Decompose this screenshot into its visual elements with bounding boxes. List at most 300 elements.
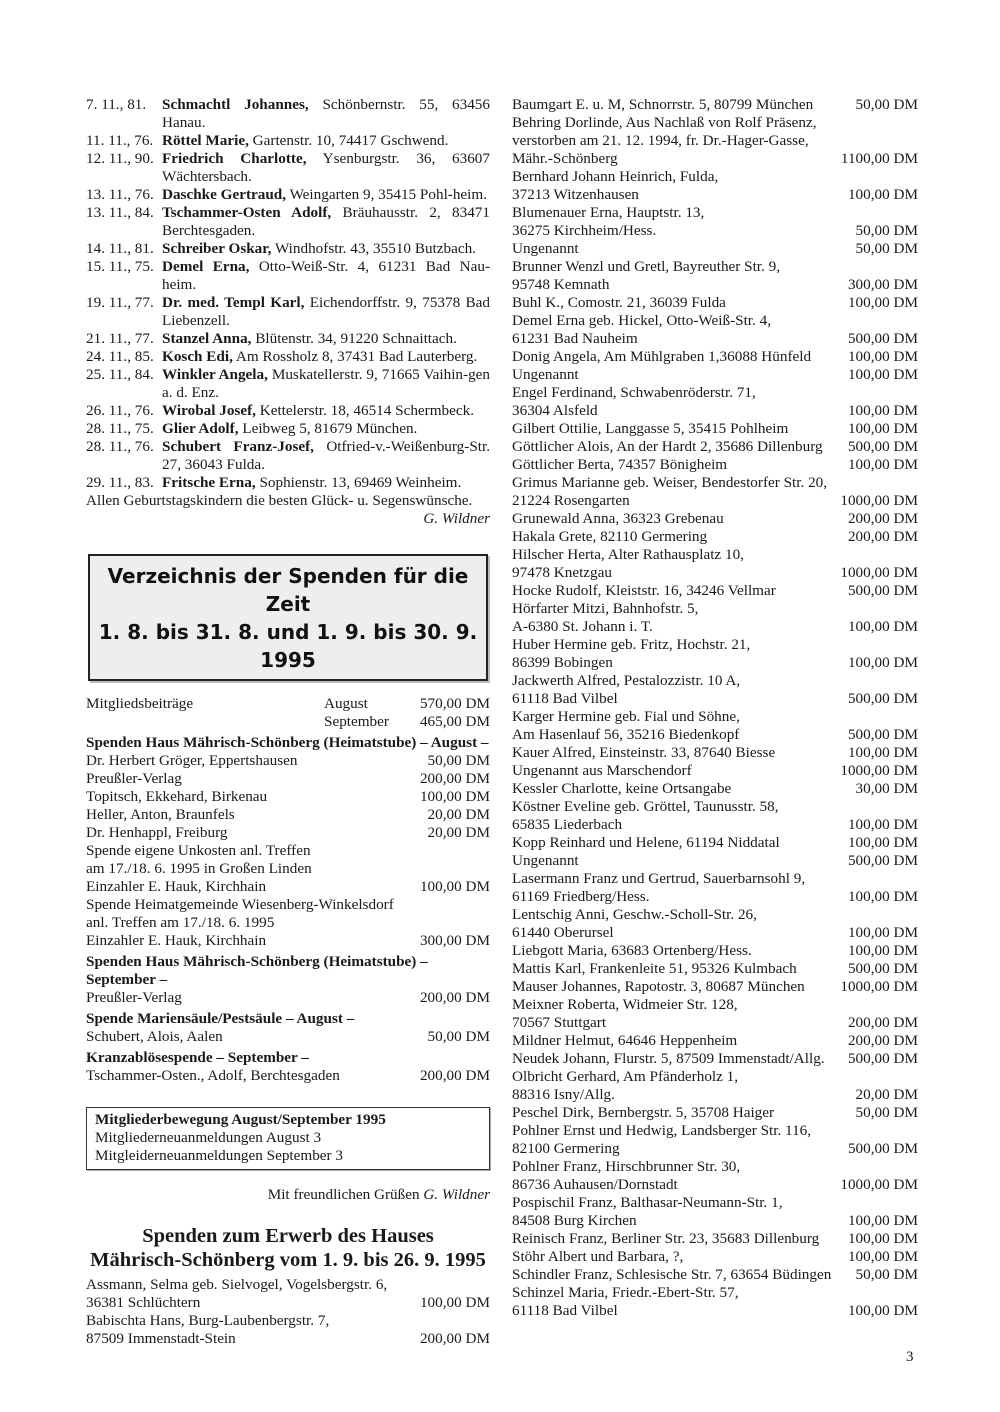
birthday-address: Kettelerstr. 18, 46514 Schermbeck. — [259, 402, 475, 419]
donation-amount: 500,00 DM — [847, 582, 918, 599]
donation-line — [512, 690, 918, 708]
donation-line — [86, 1330, 490, 1348]
donation-amount: 100,00 DM — [847, 366, 918, 383]
donation-amount: 1000,00 DM — [840, 564, 918, 581]
donation-line — [512, 348, 918, 366]
donor-text: Pospischil Franz, Balthasar-Neumann-Str. 1, — [512, 1194, 783, 1211]
donation-line — [512, 402, 918, 420]
birthday-text — [162, 204, 490, 240]
fee-row — [86, 713, 490, 731]
donation-line — [512, 870, 918, 888]
donation-line — [86, 806, 490, 824]
birthday-date: 29. 11., 83. — [86, 474, 154, 491]
donation-amount: 100,00 DM — [847, 1230, 918, 1247]
birthday-text — [162, 150, 490, 186]
birthday-entry — [86, 240, 490, 258]
donation-line — [512, 1068, 918, 1086]
donor-text: 86736 Auhausen/Dornstadt — [512, 1176, 678, 1193]
donation-line — [512, 366, 918, 384]
fee-amount: 465,00 DM — [419, 713, 490, 730]
birthday-name: Fritsche Erna, — [162, 474, 256, 491]
donation-amount: 200,00 DM — [419, 1067, 490, 1084]
donation-line — [512, 474, 918, 492]
donor-text: Grimus Marianne geb. Weiser, Bendestorfer Str. 20, — [512, 474, 828, 491]
section-heading: Kranzablösespende – September – — [86, 1049, 309, 1066]
donor-text: Topitsch, Ekkehard, Birkenau — [86, 788, 268, 805]
donor-text: Behring Dorlinde, Aus Nachlaß von Rolf Präsenz, — [512, 114, 817, 131]
donor-text: Am Hasenlauf 56, 35216 Biedenkopf — [512, 726, 740, 743]
donation-line — [512, 834, 918, 852]
donation-line — [512, 654, 918, 672]
donation-line — [86, 932, 490, 950]
donor-text: Demel Erna geb. Hickel, Otto-Weiß-Str. 4, — [512, 312, 772, 329]
donation-line — [512, 600, 918, 618]
birthday-text — [162, 258, 490, 294]
donation-line — [512, 708, 918, 726]
donation-line — [512, 564, 918, 582]
donor-text: Köstner Eveline geb. Gröttel, Taunusstr. 58, — [512, 798, 779, 815]
donor-text: Hocke Rudolf, Kleiststr. 16, 34246 Vellmar — [512, 582, 776, 599]
donor-text: Lasermann Franz und Gertrud, Sauerbarnsohl 9, — [512, 870, 806, 887]
donation-amount: 300,00 DM — [847, 276, 918, 293]
donor-text: Hilscher Herta, Alter Rathausplatz 10, — [512, 546, 744, 563]
donor-text: Einzahler E. Hauk, Kirchhain — [86, 878, 267, 895]
donation-amount: 50,00 DM — [427, 1028, 490, 1045]
birthday-name: Schubert Franz-Josef, — [162, 438, 314, 455]
donor-text: Dr. Herbert Gröger, Eppertshausen — [86, 752, 298, 769]
donor-text: Donig Angela, Am Mühlgraben 1,36088 Hünfeld — [512, 348, 812, 365]
birthday-entry — [86, 420, 490, 438]
donor-text: Blumenauer Erna, Hauptstr. 13, — [512, 204, 705, 221]
donation-line — [512, 438, 918, 456]
section-heading: Spende Mariensäule/Pestsäule – August – — [86, 1010, 355, 1027]
donor-text: Brunner Wenzl und Gretl, Bayreuther Str. 9, — [512, 258, 781, 275]
donation-amount: 200,00 DM — [847, 1032, 918, 1049]
donor-text: 36304 Alsfeld — [512, 402, 598, 419]
birthday-text — [162, 330, 490, 348]
donor-text: Bernhard Johann Heinrich, Fulda, — [512, 168, 719, 185]
fee-month: August — [324, 695, 368, 712]
donation-line — [512, 258, 918, 276]
donor-text: 88316 Isny/Allg. — [512, 1086, 615, 1103]
donation-line — [86, 1276, 490, 1294]
birthday-address: Bräuhausstr. 2, 83471 Berchtesgaden. — [162, 204, 490, 239]
birthday-date: 28. 11., 76. — [86, 438, 154, 455]
donation-line — [512, 1050, 918, 1068]
donor-text: 84508 Burg Kirchen — [512, 1212, 637, 1229]
birthday-date: 21. 11., 77. — [86, 330, 154, 347]
donation-amount: 200,00 DM — [419, 1330, 490, 1347]
donor-text: 61118 Bad Vilbel — [512, 1302, 618, 1319]
birthday-address: Windhofstr. 43, 35510 Butzbach. — [274, 240, 476, 257]
donation-amount: 1100,00 DM — [840, 150, 918, 167]
donation-amount: 500,00 DM — [847, 726, 918, 743]
birthday-entry — [86, 366, 490, 402]
donor-text: 86399 Bobingen — [512, 654, 613, 671]
membership-movement-box — [86, 1107, 490, 1170]
donation-amount: 100,00 DM — [847, 186, 918, 203]
donation-line — [86, 914, 490, 932]
donor-text: A-6380 St. Johann i. T. — [512, 618, 653, 635]
donation-line — [512, 1230, 918, 1248]
membership-movement-line: Mitgleiderneuanmeldungen September 3 — [95, 1147, 343, 1164]
donation-line — [512, 1302, 918, 1320]
birthday-address: Ysenburgstr. 36, 63607 Wächtersbach. — [162, 150, 490, 185]
donation-amount: 100,00 DM — [847, 618, 918, 635]
birthday-date: 7. 11., 81. — [86, 96, 147, 113]
donation-amount: 100,00 DM — [847, 1302, 918, 1319]
donation-amount: 20,00 DM — [855, 1086, 918, 1103]
donor-text: Peschel Dirk, Bernbergstr. 5, 35708 Haiger — [512, 1104, 775, 1121]
donation-amount: 500,00 DM — [847, 330, 918, 347]
donor-text: Hakala Grete, 82110 Germering — [512, 528, 708, 545]
house-purchase-title-line1: Spenden zum Erwerb des Hauses — [142, 1225, 434, 1247]
donation-amount: 500,00 DM — [847, 438, 918, 455]
donation-amount: 50,00 DM — [855, 96, 918, 113]
donation-line — [512, 1194, 918, 1212]
birthday-text — [162, 438, 490, 474]
page-number: 3 — [906, 1349, 914, 1365]
donation-line — [512, 780, 918, 798]
donor-text: am 17./18. 6. 1995 in Großen Linden — [86, 860, 312, 877]
donation-amount: 100,00 DM — [847, 1212, 918, 1229]
donation-line — [512, 798, 918, 816]
donation-amount: 1000,00 DM — [840, 978, 918, 995]
donations-title-box — [88, 554, 488, 681]
birthday-address: Muskatellerstr. 9, 71665 Vaihin-gen a. d. Enz. — [162, 366, 490, 401]
birthday-date: 15. 11., 75. — [86, 258, 154, 275]
birthday-text — [162, 474, 490, 492]
donation-amount: 100,00 DM — [847, 924, 918, 941]
birthday-name: Glier Adolf, — [162, 420, 239, 437]
donation-line — [512, 906, 918, 924]
donor-text: Heller, Anton, Braunfels — [86, 806, 235, 823]
donation-amount: 200,00 DM — [847, 1014, 918, 1031]
birthday-text — [162, 96, 490, 132]
donor-text: Ungenannt — [512, 366, 579, 383]
donation-line — [86, 1028, 490, 1046]
donation-line — [86, 1067, 490, 1085]
donations-title-line2: 1. 8. bis 31. 8. und 1. 9. bis 30. 9. 1995 — [98, 620, 478, 672]
birthday-text — [162, 240, 490, 258]
greeting-text: Mit freundlichen Grüßen — [267, 1186, 420, 1203]
donation-amount: 200,00 DM — [419, 989, 490, 1006]
left-column — [86, 96, 490, 1348]
birthday-address: Blütenstr. 34, 91220 Schnaittach. — [255, 330, 457, 347]
donor-text: Ungenannt — [512, 852, 579, 869]
donor-text: Assmann, Selma geb. Sielvogel, Vogelsbergstr. 6, — [86, 1276, 388, 1293]
birthday-date: 14. 11., 81. — [86, 240, 154, 257]
birthday-text — [162, 366, 490, 402]
donation-line — [512, 384, 918, 402]
birthday-address: Gartenstr. 10, 74417 Gschwend. — [252, 132, 449, 149]
donation-amount: 500,00 DM — [847, 1050, 918, 1067]
donation-amount: 100,00 DM — [847, 942, 918, 959]
donation-line — [512, 762, 918, 780]
donor-text: Mattis Karl, Frankenleite 51, 95326 Kulmbach — [512, 960, 797, 977]
donation-amount: 50,00 DM — [855, 240, 918, 257]
birthday-entry — [86, 348, 490, 366]
donor-text: 65835 Liederbach — [512, 816, 623, 833]
donation-line — [512, 96, 918, 114]
donation-line — [512, 888, 918, 906]
donation-line — [86, 1312, 490, 1330]
donor-text: 36275 Kirchheim/Hess. — [512, 222, 657, 239]
donation-amount: 500,00 DM — [847, 690, 918, 707]
donor-text: Stöhr Albert und Barbara, ?, — [512, 1248, 684, 1265]
donor-text: Kauer Alfred, Einsteinstr. 33, 87640 Biesse — [512, 744, 776, 761]
birthday-text — [162, 294, 490, 330]
birthday-date: 26. 11., 76. — [86, 402, 154, 419]
donor-text: Göttlicher Alois, An der Hardt 2, 35686 Dillenburg — [512, 438, 823, 455]
right-column — [512, 96, 918, 1320]
donor-text: 61169 Friedberg/Hess. — [512, 888, 650, 905]
donation-amount: 50,00 DM — [427, 752, 490, 769]
donation-sections — [86, 734, 490, 1085]
donation-line — [512, 294, 918, 312]
donation-section — [86, 1049, 490, 1085]
donation-amount: 100,00 DM — [847, 816, 918, 833]
donation-line — [512, 1284, 918, 1302]
donation-line — [512, 1122, 918, 1140]
birthday-date: 28. 11., 75. — [86, 420, 154, 437]
donor-text: Göttlicher Berta, 74357 Bönigheim — [512, 456, 728, 473]
birthday-entry — [86, 330, 490, 348]
donation-line — [512, 942, 918, 960]
donation-line — [512, 924, 918, 942]
birthday-date: 13. 11., 84. — [86, 204, 154, 221]
donation-line — [512, 240, 918, 258]
donation-section — [86, 734, 490, 950]
donation-line — [512, 168, 918, 186]
birthday-date: 25. 11., 84. — [86, 366, 154, 383]
donor-text: Grunewald Anna, 36323 Grebenau — [512, 510, 724, 527]
donor-text: Mähr.-Schönberg — [512, 150, 618, 167]
birthday-name: Wirobal Josef, — [162, 402, 256, 419]
birthday-address: Otfried-v.-Weißenburg-Str. 27, 36043 Fulda. — [162, 438, 490, 473]
birthday-list — [86, 96, 490, 492]
donor-text: Jackwerth Alfred, Pestalozzistr. 10 A, — [512, 672, 741, 689]
donor-text: Schindler Franz, Schlesische Str. 7, 63654 Büdingen — [512, 1266, 832, 1283]
donation-line — [512, 978, 918, 996]
donation-line — [512, 582, 918, 600]
donor-text: Karger Hermine geb. Fial und Söhne, — [512, 708, 740, 725]
donor-text: Einzahler E. Hauk, Kirchhain — [86, 932, 267, 949]
donation-amount: 50,00 DM — [855, 222, 918, 239]
birthday-entry — [86, 438, 490, 474]
donation-amount: 200,00 DM — [847, 510, 918, 527]
birthday-name: Daschke Gertraud, — [162, 186, 287, 203]
donation-amount: 100,00 DM — [847, 654, 918, 671]
donor-text: Spende eigene Unkosten anl. Treffen — [86, 842, 311, 859]
birthday-text — [162, 420, 490, 438]
membership-movement-line: Mitgliederneuanmeldungen August 3 — [95, 1129, 322, 1146]
birthday-text — [162, 402, 490, 420]
donation-section — [86, 953, 490, 1007]
fee-month: September — [324, 713, 389, 730]
donor-text: 37213 Witzenhausen — [512, 186, 639, 203]
donor-text: Ungenannt — [512, 240, 579, 257]
donation-line — [512, 1158, 918, 1176]
donation-amount: 100,00 DM — [847, 420, 918, 437]
donor-text: Neudek Johann, Flurstr. 5, 87509 Immenstadt/Allg. — [512, 1050, 825, 1067]
birthday-date: 12. 11., 90. — [86, 150, 154, 167]
donation-amount: 500,00 DM — [847, 852, 918, 869]
donor-text: Lentschig Anni, Geschw.-Scholl-Str. 26, — [512, 906, 757, 923]
donation-line — [512, 276, 918, 294]
donor-text: 97478 Knetzgau — [512, 564, 612, 581]
birthday-name: Röttel Marie, — [162, 132, 249, 149]
donation-amount: 100,00 DM — [419, 878, 490, 895]
donation-line — [512, 1086, 918, 1104]
donor-text: Mildner Helmut, 64646 Heppenheim — [512, 1032, 738, 1049]
membership-fees — [86, 695, 490, 731]
birthday-entry — [86, 150, 490, 186]
donation-amount: 200,00 DM — [847, 528, 918, 545]
house-purchase-list-right — [512, 96, 918, 1320]
donor-text: anl. Treffen am 17./18. 6. 1995 — [86, 914, 275, 931]
donation-amount: 100,00 DM — [419, 1294, 490, 1311]
donor-text: Kessler Charlotte, keine Ortsangabe — [512, 780, 732, 797]
birthday-name: Tschammer-Osten Adolf, — [162, 204, 332, 221]
donation-line — [512, 312, 918, 330]
donation-line — [512, 420, 918, 438]
birthday-name: Schmachtl Johannes, — [162, 96, 309, 113]
donor-text: Schubert, Alois, Aalen — [86, 1028, 223, 1045]
donations-title-line1: Verzeichnis der Spenden für die Zeit — [107, 564, 469, 616]
donor-text: 82100 Germering — [512, 1140, 620, 1157]
donation-line — [512, 960, 918, 978]
house-purchase-title-line2: Mährisch-Schönberg vom 1. 9. bis 26. 9. 1995 — [90, 1249, 486, 1271]
donation-line — [512, 1248, 918, 1266]
fees-label: Mitgliedsbeiträge — [86, 695, 194, 712]
section-heading: Spenden Haus Mährisch-Schönberg (Heimatstube) – August – — [86, 734, 489, 751]
birthday-address: Schönbernstr. 55, 63456 Hanau. — [162, 96, 490, 131]
birthday-date: 24. 11., 85. — [86, 348, 154, 365]
donor-text: Huber Hermine geb. Fritz, Hochstr. 21, — [512, 636, 751, 653]
birthday-entry — [86, 402, 490, 420]
donation-line — [512, 1176, 918, 1194]
donation-amount: 100,00 DM — [847, 402, 918, 419]
section-heading: Spenden Haus Mährisch-Schönberg (Heimatstube) – September – — [86, 953, 428, 988]
donation-line — [86, 896, 490, 914]
donation-line — [512, 1266, 918, 1284]
birthday-entry — [86, 204, 490, 240]
donation-line — [86, 989, 490, 1007]
donation-line — [512, 618, 918, 636]
birthday-address: Sophienstr. 13, 69469 Weinheim. — [259, 474, 462, 491]
donation-amount: 100,00 DM — [847, 294, 918, 311]
donation-amount: 100,00 DM — [847, 744, 918, 761]
greeting — [86, 1186, 490, 1204]
donation-line — [512, 546, 918, 564]
donation-line — [86, 878, 490, 896]
donor-text: Liebgott Maria, 63683 Ortenberg/Hess. — [512, 942, 752, 959]
donation-line — [512, 150, 918, 168]
donation-line — [512, 1032, 918, 1050]
donor-text: Olbricht Gerhard, Am Pfänderholz 1, — [512, 1068, 739, 1085]
donation-amount: 100,00 DM — [419, 788, 490, 805]
donor-text: Mauser Johannes, Rapotostr. 3, 80687 München — [512, 978, 805, 995]
birthday-closing: Allen Geburtstagskindern die besten Glück- u. Segenswünsche. — [86, 492, 473, 509]
donation-line — [512, 114, 918, 132]
donor-text: Schinzel Maria, Friedr.-Ebert-Str. 57, — [512, 1284, 739, 1301]
birthday-entry — [86, 474, 490, 492]
donor-text: Babischta Hans, Burg-Laubenbergstr. 7, — [86, 1312, 330, 1329]
donor-text: 70567 Stuttgart — [512, 1014, 607, 1031]
donor-text: Tschammer-Osten., Adolf, Berchtesgaden — [86, 1067, 340, 1084]
birthday-name: Kosch Edi, — [162, 348, 233, 365]
donation-amount: 50,00 DM — [855, 1266, 918, 1283]
donation-amount: 100,00 DM — [847, 834, 918, 851]
donation-line — [512, 456, 918, 474]
donor-text: 87509 Immenstadt-Stein — [86, 1330, 236, 1347]
birthday-entry — [86, 258, 490, 294]
donation-line — [512, 204, 918, 222]
birthday-name: Dr. med. Templ Karl, — [162, 294, 305, 311]
donation-amount: 300,00 DM — [419, 932, 490, 949]
donation-line — [512, 510, 918, 528]
donor-text: Engel Ferdinand, Schwabenröderstr. 71, — [512, 384, 756, 401]
donation-line — [512, 222, 918, 240]
birthday-name: Friedrich Charlotte, — [162, 150, 307, 167]
donation-line — [86, 770, 490, 788]
donor-text: Preußler-Verlag — [86, 770, 182, 787]
donor-text: Pohlner Ernst und Hedwig, Landsberger Str. 116, — [512, 1122, 812, 1139]
donation-line — [512, 816, 918, 834]
birthday-address: Eichendorffstr. 9, 75378 Bad Liebenzell. — [162, 294, 491, 329]
donation-amount: 30,00 DM — [855, 780, 918, 797]
donation-line — [86, 1294, 490, 1312]
donation-line — [512, 996, 918, 1014]
donation-amount: 1000,00 DM — [840, 762, 918, 779]
birthday-name: Stanzel Anna, — [162, 330, 252, 347]
donor-text: Spende Heimatgemeinde Wiesenberg-Winkelsdorf — [86, 896, 394, 913]
donation-amount: 500,00 DM — [847, 960, 918, 977]
donor-text: Reinisch Franz, Berliner Str. 23, 35683 Dillenburg — [512, 1230, 820, 1247]
donor-text: 95748 Kemnath — [512, 276, 610, 293]
house-purchase-title — [86, 1224, 490, 1272]
donation-line — [512, 726, 918, 744]
donor-text: Kopp Reinhard und Helene, 61194 Niddatal — [512, 834, 780, 851]
birthday-text — [162, 186, 490, 204]
birthday-entry — [86, 132, 490, 150]
birthday-address: Am Rossholz 8, 37431 Bad Lauterberg. — [235, 348, 478, 365]
donor-text: 21224 Rosengarten — [512, 492, 630, 509]
donor-text: Baumgart E. u. M, Schnorrstr. 5, 80799 München — [512, 96, 814, 113]
birthday-date: 13. 11., 76. — [86, 186, 154, 203]
birthday-date: 19. 11., 77. — [86, 294, 154, 311]
donor-text: Pohlner Franz, Hirschbrunner Str. 30, — [512, 1158, 741, 1175]
birthday-text — [162, 348, 490, 366]
donor-text: 61118 Bad Vilbel — [512, 690, 618, 707]
donor-text: Ungenannt aus Marschendorf — [512, 762, 692, 779]
donor-text: 36381 Schlüchtern — [86, 1294, 201, 1311]
donation-line — [512, 744, 918, 762]
donor-text: verstorben am 21. 12. 1994, fr. Dr.-Hager-Gasse, — [512, 132, 809, 149]
donation-line — [86, 842, 490, 860]
donor-text: Dr. Henhappl, Freiburg — [86, 824, 228, 841]
donation-line — [512, 672, 918, 690]
donation-amount: 20,00 DM — [427, 824, 490, 841]
donation-line — [86, 752, 490, 770]
donation-line — [512, 1140, 918, 1158]
donor-text: Hörfarter Mitzi, Bahnhofstr. 5, — [512, 600, 699, 617]
fee-amount: 570,00 DM — [419, 695, 490, 712]
donation-section — [86, 1010, 490, 1046]
house-purchase-list-left — [86, 1276, 490, 1348]
donation-amount: 100,00 DM — [847, 888, 918, 905]
